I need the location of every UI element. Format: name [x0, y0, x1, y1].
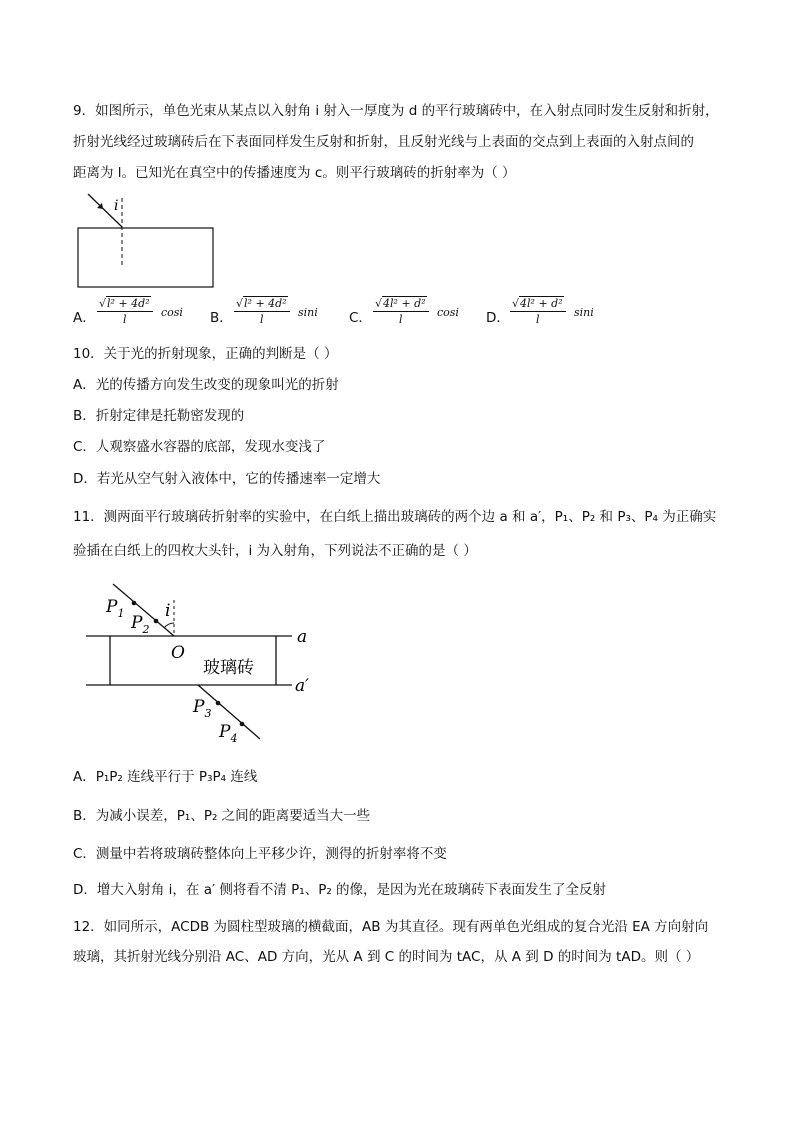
q9-figure — [70, 190, 230, 290]
q11-figure — [80, 576, 340, 751]
q10-option-a[interactable]: A．光的传播方向发生改变的现象叫光的折射 — [73, 377, 339, 393]
q9-options — [73, 296, 713, 336]
q11-option-d[interactable]: D．增大入射角 i，在 a′ 侧将看不清 P₁、P₂ 的像，是因为光在玻璃砖下表面发生了全反射 — [73, 882, 607, 898]
fraction: $\frac{\text{√l² + 4d²}}{l}$ — [234, 296, 290, 328]
label-angle-i: i — [165, 601, 171, 621]
q11-option-a[interactable]: A．P₁P₂ 连线平行于 P₃P₄ 连线 — [73, 769, 258, 785]
q10-stem: 10．关于光的折射现象，正确的判断是（ ） — [73, 346, 338, 362]
q11-stem-line-1: 11．测两面平行玻璃砖折射率的实验中，在白纸上描出玻璃砖的两个边 a 和 a′，P₁、P₂ 和 P₃、P₄ 为正确实 — [73, 509, 717, 525]
q12-stem-line-1: 12．如同所示，ACDB 为圆柱型玻璃的横截面，AB 为其直径。现有两单色光组成的复合光沿 EA 方向射向 — [73, 919, 709, 935]
q9-stem-line-2: 折射光线经过玻璃砖后在下表面同样发生反射和折射，且反射光线与上表面的交点到上表面的入射点间的 — [73, 134, 694, 150]
fraction: $\frac{\text{√4l² + d²}}{l}$ — [510, 296, 566, 328]
pin-p2 — [154, 619, 159, 624]
label-p2: $P_2$ — [131, 613, 150, 636]
fraction: $\frac{\text{√l² + 4d²}}{l}$ — [97, 296, 153, 328]
pin-p3 — [216, 701, 221, 706]
label-edge-a: a — [297, 627, 308, 647]
option-label: A． — [73, 310, 96, 326]
q11-option-b[interactable]: B．为减小误差，P₁、P₂ 之间的距离要适当大一些 — [73, 808, 371, 824]
trig-term: cosi — [161, 306, 183, 319]
option-label: B． — [210, 310, 233, 326]
label-p3: $P_3$ — [193, 697, 212, 720]
option-label: C． — [349, 310, 372, 326]
label-edge-a2: a′ — [295, 676, 309, 696]
label-p1: $P_1$ — [106, 597, 125, 620]
q10-option-b[interactable]: B．折射定律是托勒密发现的 — [73, 408, 245, 424]
pin-p1 — [132, 601, 137, 606]
angle-arc — [164, 623, 174, 628]
label-origin: O — [171, 643, 185, 663]
fraction: $\frac{\text{√4l² + d²}}{l}$ — [373, 296, 429, 328]
q10-option-d[interactable]: D．若光从空气射入液体中，它的传播速率一定增大 — [73, 471, 381, 487]
trig-term: sini — [298, 306, 318, 319]
label-glass: 玻璃砖 — [203, 658, 254, 678]
q10-option-c[interactable]: C．人观察盛水容器的底部，发现水变浅了 — [73, 439, 326, 455]
q11-option-c[interactable]: C．测量中若将玻璃砖整体向上平移少许，测得的折射率将不变 — [73, 846, 447, 862]
q9-glass-block — [78, 228, 213, 287]
q9-stem-line-1: 9．如图所示，单色光束从某点以入射角 i 射入一厚度为 d 的平行玻璃砖中，在入射点同时发生反射和折射， — [73, 103, 719, 119]
pin-p4 — [240, 722, 245, 727]
q9-stem-line-3: 距离为 l。已知光在真空中的传播速度为 c。则平行玻璃砖的折射率为（ ） — [73, 165, 516, 181]
option-label: D． — [486, 310, 510, 326]
q12-stem-line-2: 玻璃，其折射光线分别沿 AC、AD 方向，光从 A 到 C 的时间为 tAC，从 A 到 D 的时间为 tAD。则（ ） — [73, 949, 700, 965]
trig-term: sini — [574, 306, 594, 319]
label-p4: $P_4$ — [219, 722, 238, 745]
q11-stem-line-2: 验插在白纸上的四枚大头针，i 为入射角，下列说法不正确的是（ ） — [73, 543, 477, 559]
q9-angle-label: i — [114, 198, 119, 214]
trig-term: cosi — [437, 306, 459, 319]
